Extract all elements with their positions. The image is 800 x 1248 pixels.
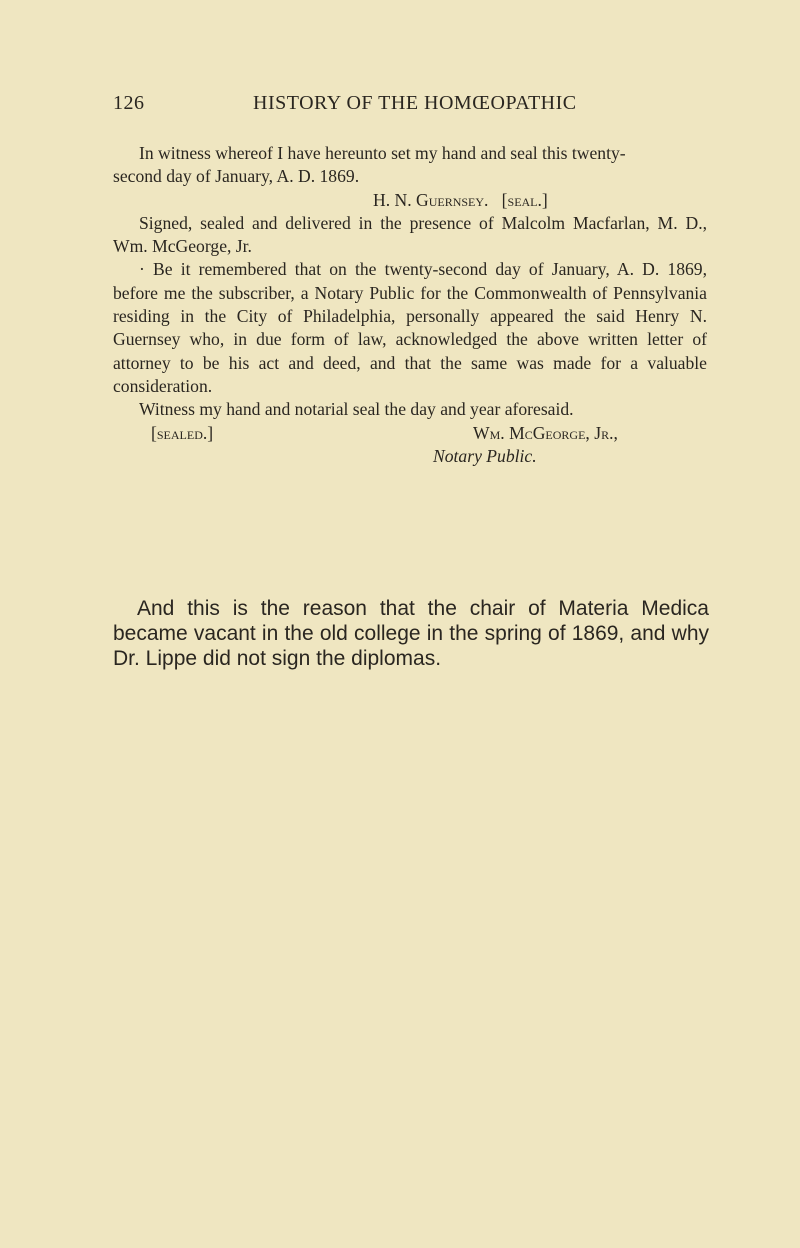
signed-sealed-paragraph: Signed, sealed and delivered in the presence of Malcolm Macfarlan, M. D., Wm. McGeorge, Jr. xyxy=(113,212,707,257)
signer-name: H. N. Guernsey. xyxy=(373,189,489,210)
running-title: HISTORY OF THE HOMŒOPATHIC xyxy=(253,92,577,114)
witness-hand-line: Witness my hand and notarial seal the day and year aforesaid. xyxy=(139,399,574,420)
notary-title: Notary Public. xyxy=(433,445,537,466)
notary-signature-row xyxy=(113,422,707,445)
document-body xyxy=(113,142,707,468)
page-number: 126 xyxy=(113,92,145,114)
witness-line-2: second day of January, A. D. 1869. xyxy=(113,166,360,187)
signer-seal: [seal.] xyxy=(501,189,548,210)
sealed-label: [sealed.] xyxy=(151,422,214,443)
witness-line-1: In witness whereof I have hereunto set my hand and seal this twenty- xyxy=(139,143,626,163)
notary-name: Wm. McGeorge, Jr., xyxy=(473,422,618,443)
closing-text: And this is the reason that the chair of Materia Medica became vacant in the old college in the spring of 1869, and why Dr. Lippe did not sign the diplomas. xyxy=(113,597,709,670)
remembered-paragraph: · Be it remembered that on the twenty-second day of January, A. D. 1869, before me the subscriber, a Notary Public for the Commonwealth of Pennsylvania residing in the City of Philadelphia, personally appeared the said Henry N. Guernsey who, in due form of law, acknowledged the above written letter of attorney to be his act and deed, and that the same was made for a valuable consideration. xyxy=(113,259,707,396)
signature-line xyxy=(113,189,707,212)
closing-paragraph xyxy=(113,596,709,671)
